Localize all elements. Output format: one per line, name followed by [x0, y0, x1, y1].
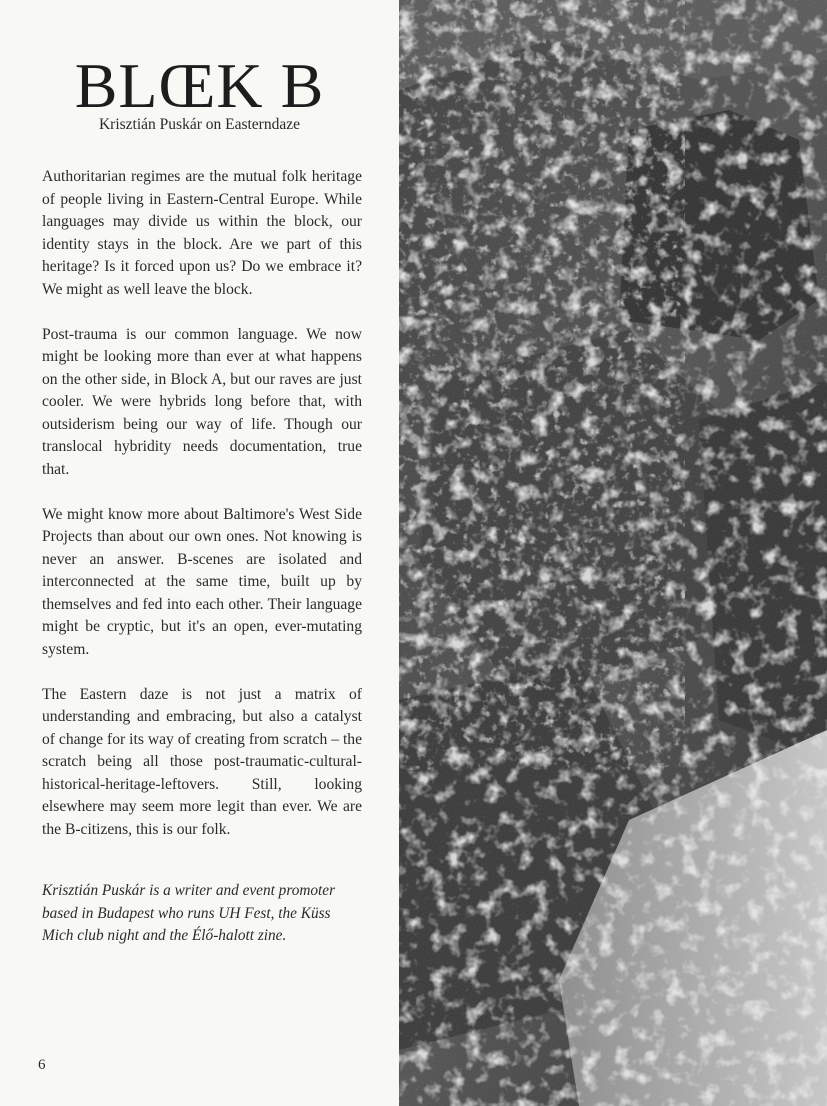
paragraph: The Eastern daze is not just a matrix of understanding and embracing, but also a catalyst of change for its way of creating from scratch – the scratch being all those post-traumatic-cultural-historical-heritage-leftovers. Still, looking elsewhere may seem more legit than ever. We are the B-citizens, this is our folk.	[42, 685, 362, 838]
page-number: 6	[38, 1057, 46, 1073]
paragraph: Authoritarian regimes are the mutual folk heritage of people living in Eastern-Central Europe. While languages may divide us within the block, our identity stays in the block. Are we part of this heritage? Is it forced upon us? Do we embrace it? We might as well leave the block.	[42, 168, 362, 298]
photo-image	[399, 0, 827, 1106]
rock-foliage-photo	[399, 0, 827, 1106]
paragraph: Post-trauma is our common language. We now might be looking more than ever at what happens on the other side, in Block A, but our raves are just cooler. We were hybrids long before that, with outsiderism being our way of life. Though our translocal hybridity needs documentation, true that.	[42, 325, 362, 478]
article-title: BLŒK B	[74, 50, 325, 121]
text-column	[0, 0, 399, 1106]
article-subtitle: Krisztián Puskár on Easterndaze	[98, 116, 300, 133]
author-bio: Krisztián Puskár is a writer and event promoter based in Budapest who runs UH Fest, the Küss Mich club night and the Élő-halott zine.	[42, 882, 336, 944]
paragraph: We might know more about Baltimore's West Side Projects than about our own ones. Not knowing is never an answer. B-scenes are isolated and interconnected at the same time, built up by themselves and fed into each other. Their language might be cryptic, but it's an open, ever-mutating system.	[42, 505, 362, 658]
article-body	[42, 166, 362, 864]
